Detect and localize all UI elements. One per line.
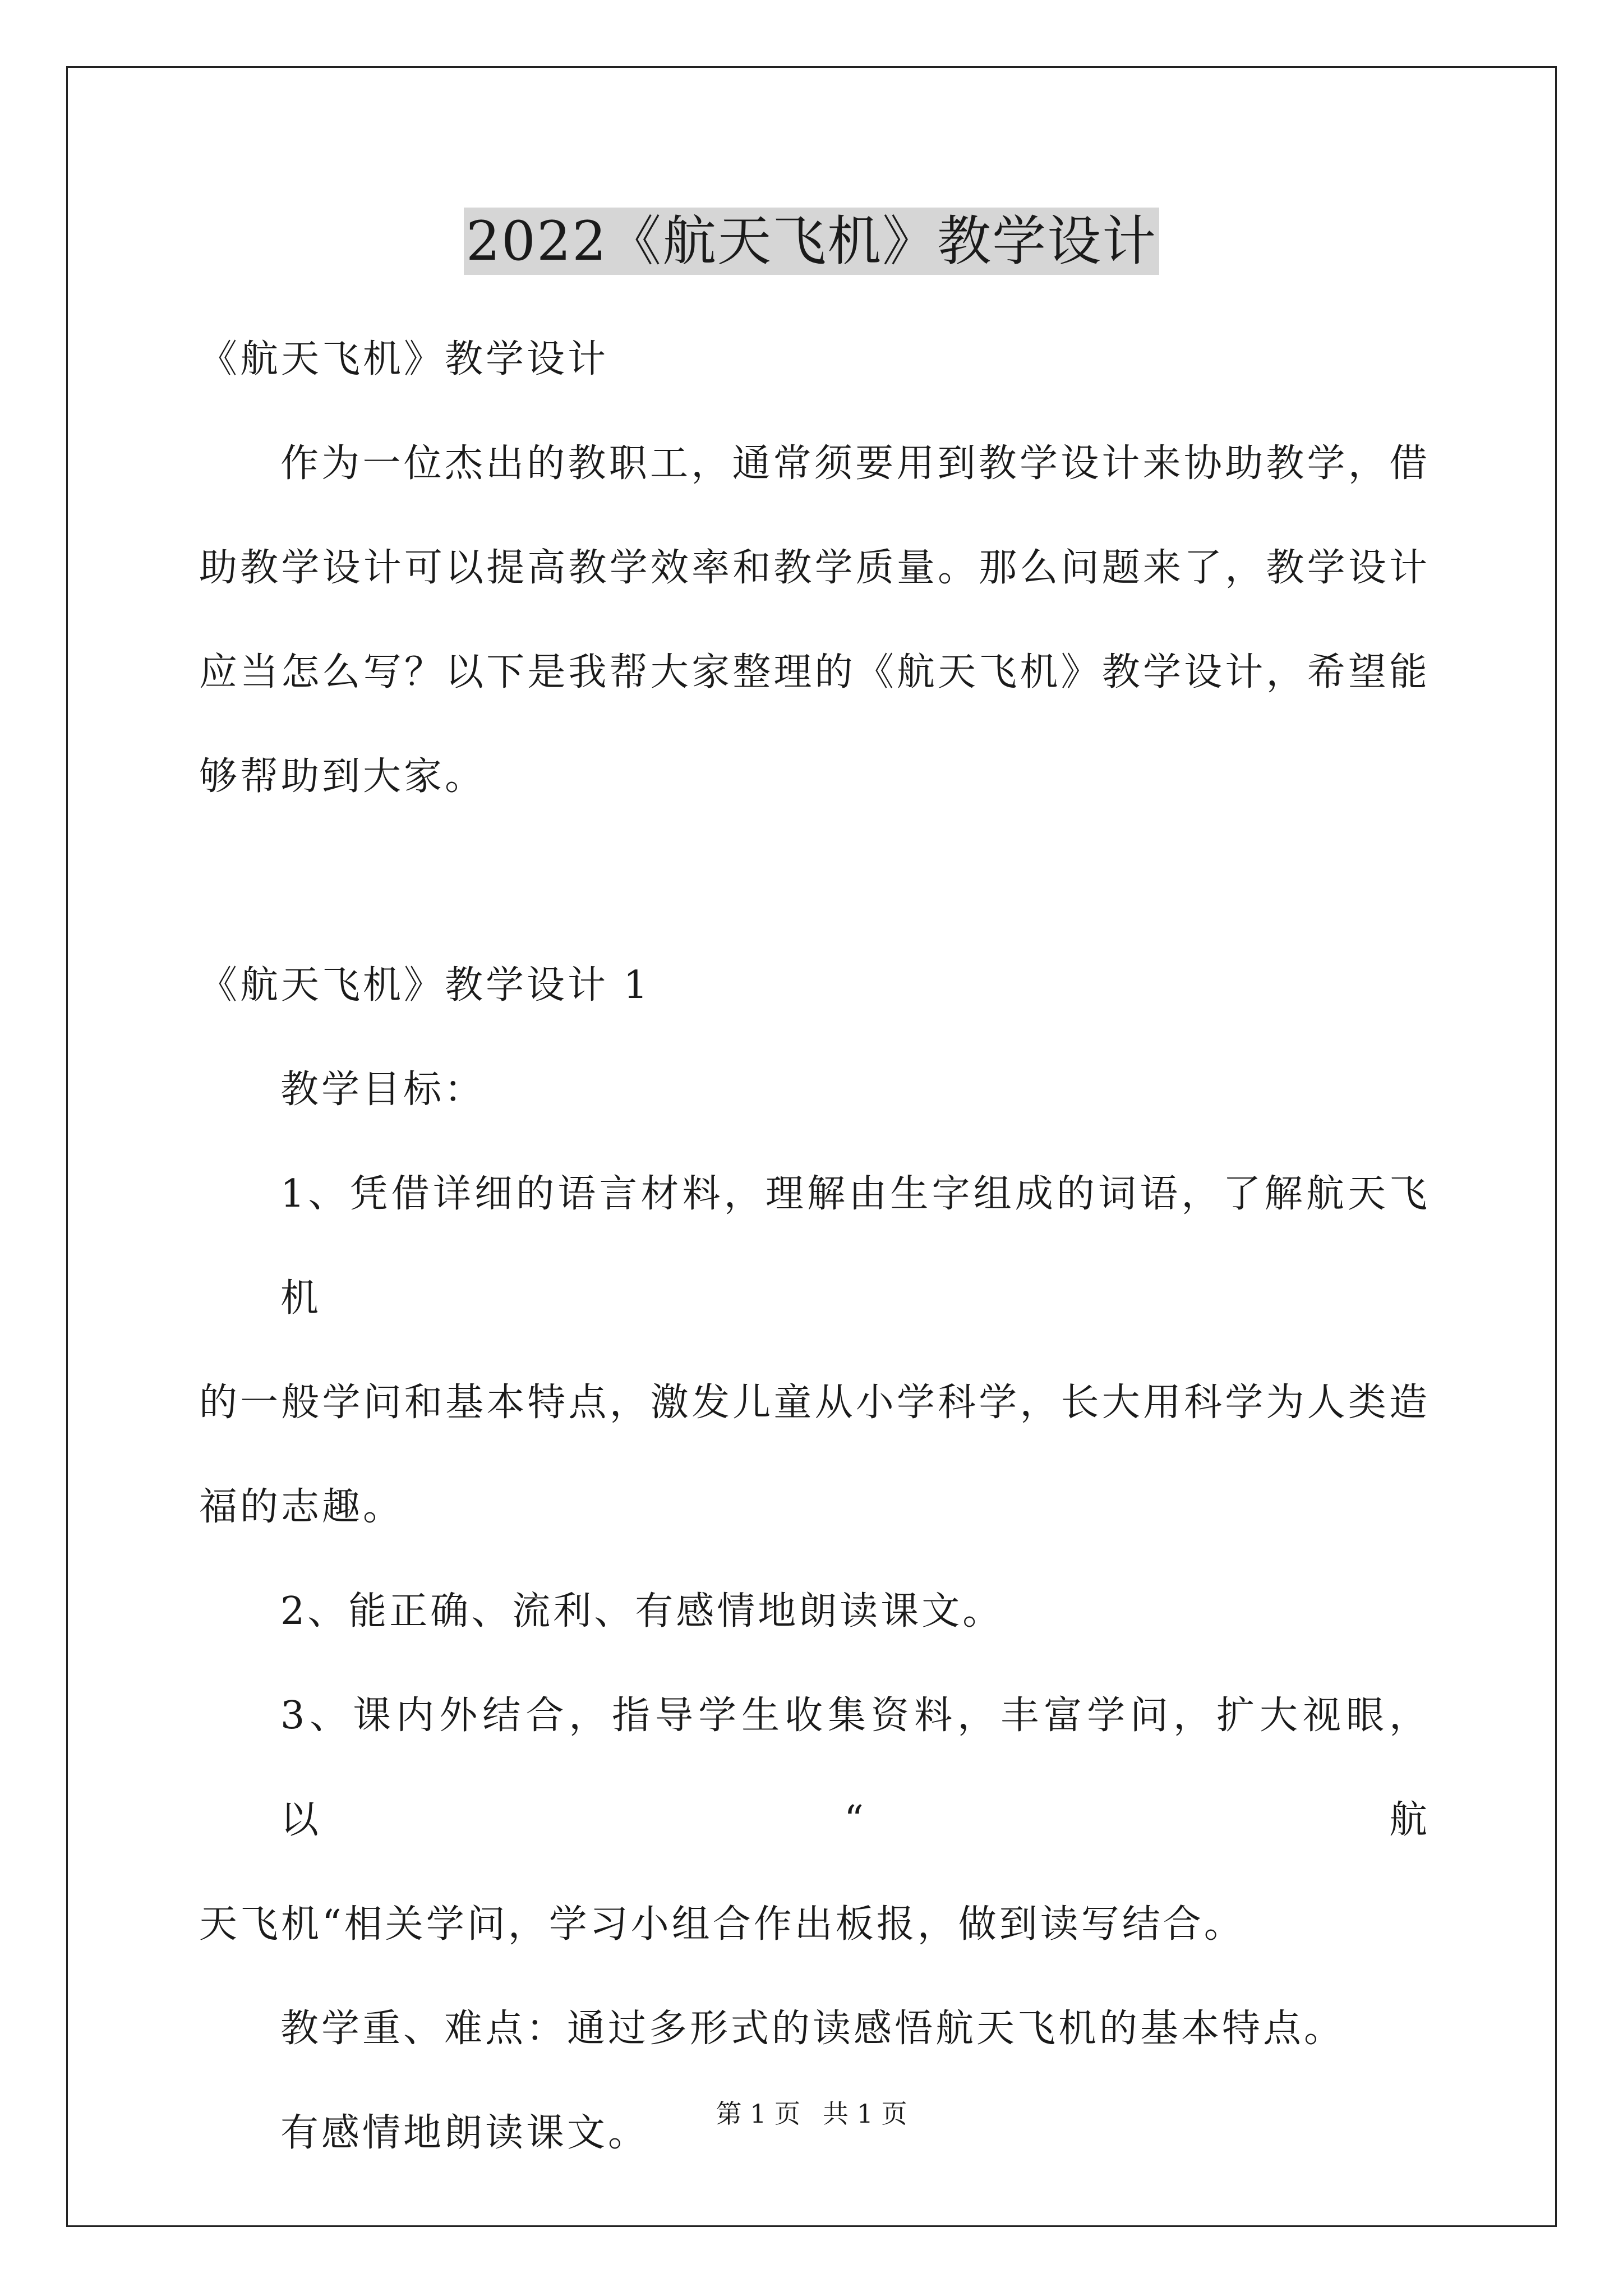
blank-gap <box>199 829 1430 933</box>
paragraph-line: 作为一位杰出的教职工，通常须要用到教学设计来协助教学，借 <box>280 441 1430 486</box>
title-container <box>0 208 1623 275</box>
paragraph-line: 1、凭借详细的语言材料，理解由生字组成的词语，了解航天飞机 <box>280 1172 1430 1320</box>
document-title: 2022《航天飞机》教学设计 <box>464 208 1159 275</box>
paragraph-line: 的一般学问和基本特点，激发儿童从小学科学，长大用科学为人类造 <box>199 1381 1430 1425</box>
document-body <box>199 307 1430 2185</box>
page-total: 共 1 页 <box>823 2099 907 2129</box>
paragraph-line: 够帮助到大家。 <box>199 754 486 799</box>
paragraph-line: 教学目标： <box>280 1068 486 1112</box>
paragraph-line: 有感情地朗读课文。 <box>280 2111 649 2155</box>
paragraph-line: 教学重、难点：通过多形式的读感悟航天飞机的基本特点。 <box>280 2007 1345 2051</box>
subtitle-line: 《航天飞机》教学设计 <box>199 337 609 381</box>
page-number: 第 1 页 <box>716 2099 800 2129</box>
paragraph-line: 助教学设计可以提高教学效率和教学质量。那么问题来了，教学设计 <box>199 546 1430 590</box>
section-heading: 《航天飞机》教学设计 1 <box>199 963 651 1007</box>
paragraph-line: 3、课内外结合，指导学生收集资料，丰富学问，扩大视眼，以“航 <box>280 1694 1430 1842</box>
paragraph-line: 福的志趣。 <box>199 1485 404 1529</box>
paragraph-line: 2、能正确、流利、有感情地朗读课文。 <box>280 1589 1004 1634</box>
paragraph-line: 天飞机“相关学问，学习小组合作出板报，做到读写结合。 <box>199 1902 1245 1947</box>
page-footer <box>0 2097 1623 2131</box>
paragraph-line: 应当怎么写？以下是我帮大家整理的《航天飞机》教学设计，希望能 <box>199 650 1430 694</box>
